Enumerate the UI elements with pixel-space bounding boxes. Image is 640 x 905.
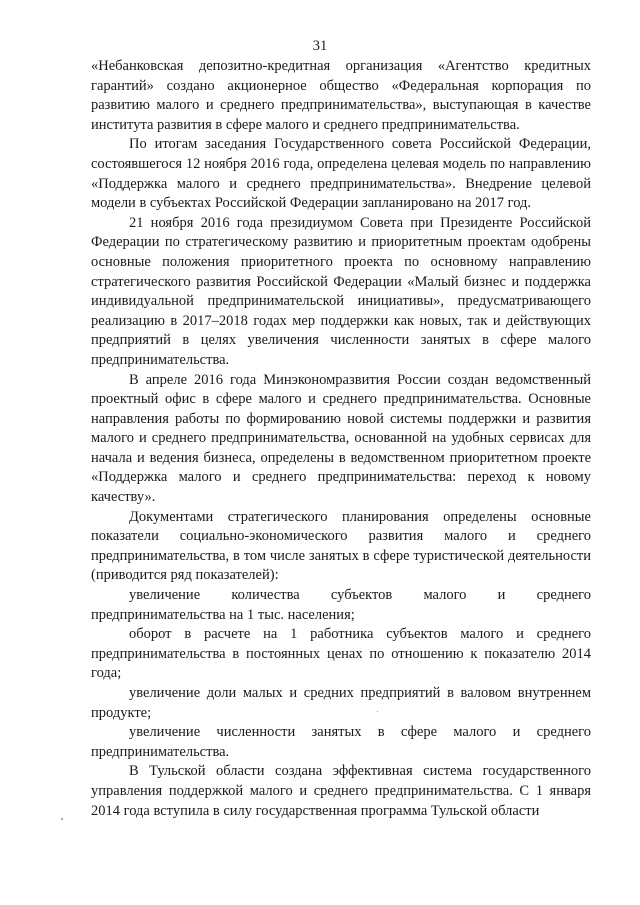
- paragraph-5: Документами стратегического планирования определены основные показатели социально-экономического развития малого и среднего предпринимательства, в том числе занятых в сфере туристической деятельности (приводится ряд показателей):: [91, 508, 591, 584]
- paragraph-2: По итогам заседания Государственного совета Российской Федерации, состоявшегося 12 ноября 2016 года, определена целевая модель по направлению «Поддержка малого и среднего предпринимательства». Внедрение целевой модели в субъектах Российской Федерации запланировано на 2017 год.: [91, 136, 591, 212]
- document-body: [91, 57, 591, 821]
- list-item-indicator-4: увеличение численности занятых в сфере малого и среднего предпринимательства.: [91, 724, 591, 760]
- paragraph-3: 21 ноября 2016 года президиумом Совета при Президенте Российской Федерации по стратегическому развитию и приоритетным проектам одобрены основные положения приоритетного проекта по основному направлению стратегического развития Российской Федерации «Малый бизнес и поддержка индивидуальной предпринимательской инициативы», предусматривающего реализацию в 2017–2018 годах мер поддержки как новых, так и действующих предприятий в целях увеличения численности занятых в сфере малого предпринимательства.: [91, 214, 591, 368]
- list-item-indicator-1: увеличение количества субъектов малого и среднего предпринимательства на 1 тыс. населения;: [91, 587, 591, 623]
- paragraph-1: «Небанковская депозитно-кредитная организация «Агентство кредитных гарантий» создано акционерное общество «Федеральная корпорация по развитию малого и среднего предпринимательства», выступающая в качестве института развития в сфере малого и среднего предпринимательства.: [91, 58, 591, 133]
- paragraph-6: В Тульской области создана эффективная система государственного управления поддержкой малого и среднего предпринимательства. С 1 января 2014 года вступила в силу государственная программа Тульской области: [91, 763, 591, 819]
- scan-speck: [377, 711, 378, 712]
- list-item-indicator-2: оборот в расчете на 1 работника субъектов малого и среднего предпринимательства в постоянных ценах по отношению к показателю 2014 года;: [91, 626, 591, 682]
- paragraph-4: В апреле 2016 года Минэкономразвития России создан ведомственный проектный офис в сфере малого и среднего предпринимательства. Основные направления работы по формированию новой системы поддержки и развития малого и среднего предпринимательства, основанной на удобных сервисах для начала и ведения бизнеса, определены в ведомственном приоритетном проекте «Поддержка малого и среднего предпринимательства: переход к новому качеству».: [91, 371, 591, 506]
- scan-speck: [61, 818, 63, 820]
- list-item-indicator-3: увеличение доли малых и средних предприятий в валовом внутреннем продукте;: [91, 685, 591, 721]
- page-number: 31: [312, 38, 328, 54]
